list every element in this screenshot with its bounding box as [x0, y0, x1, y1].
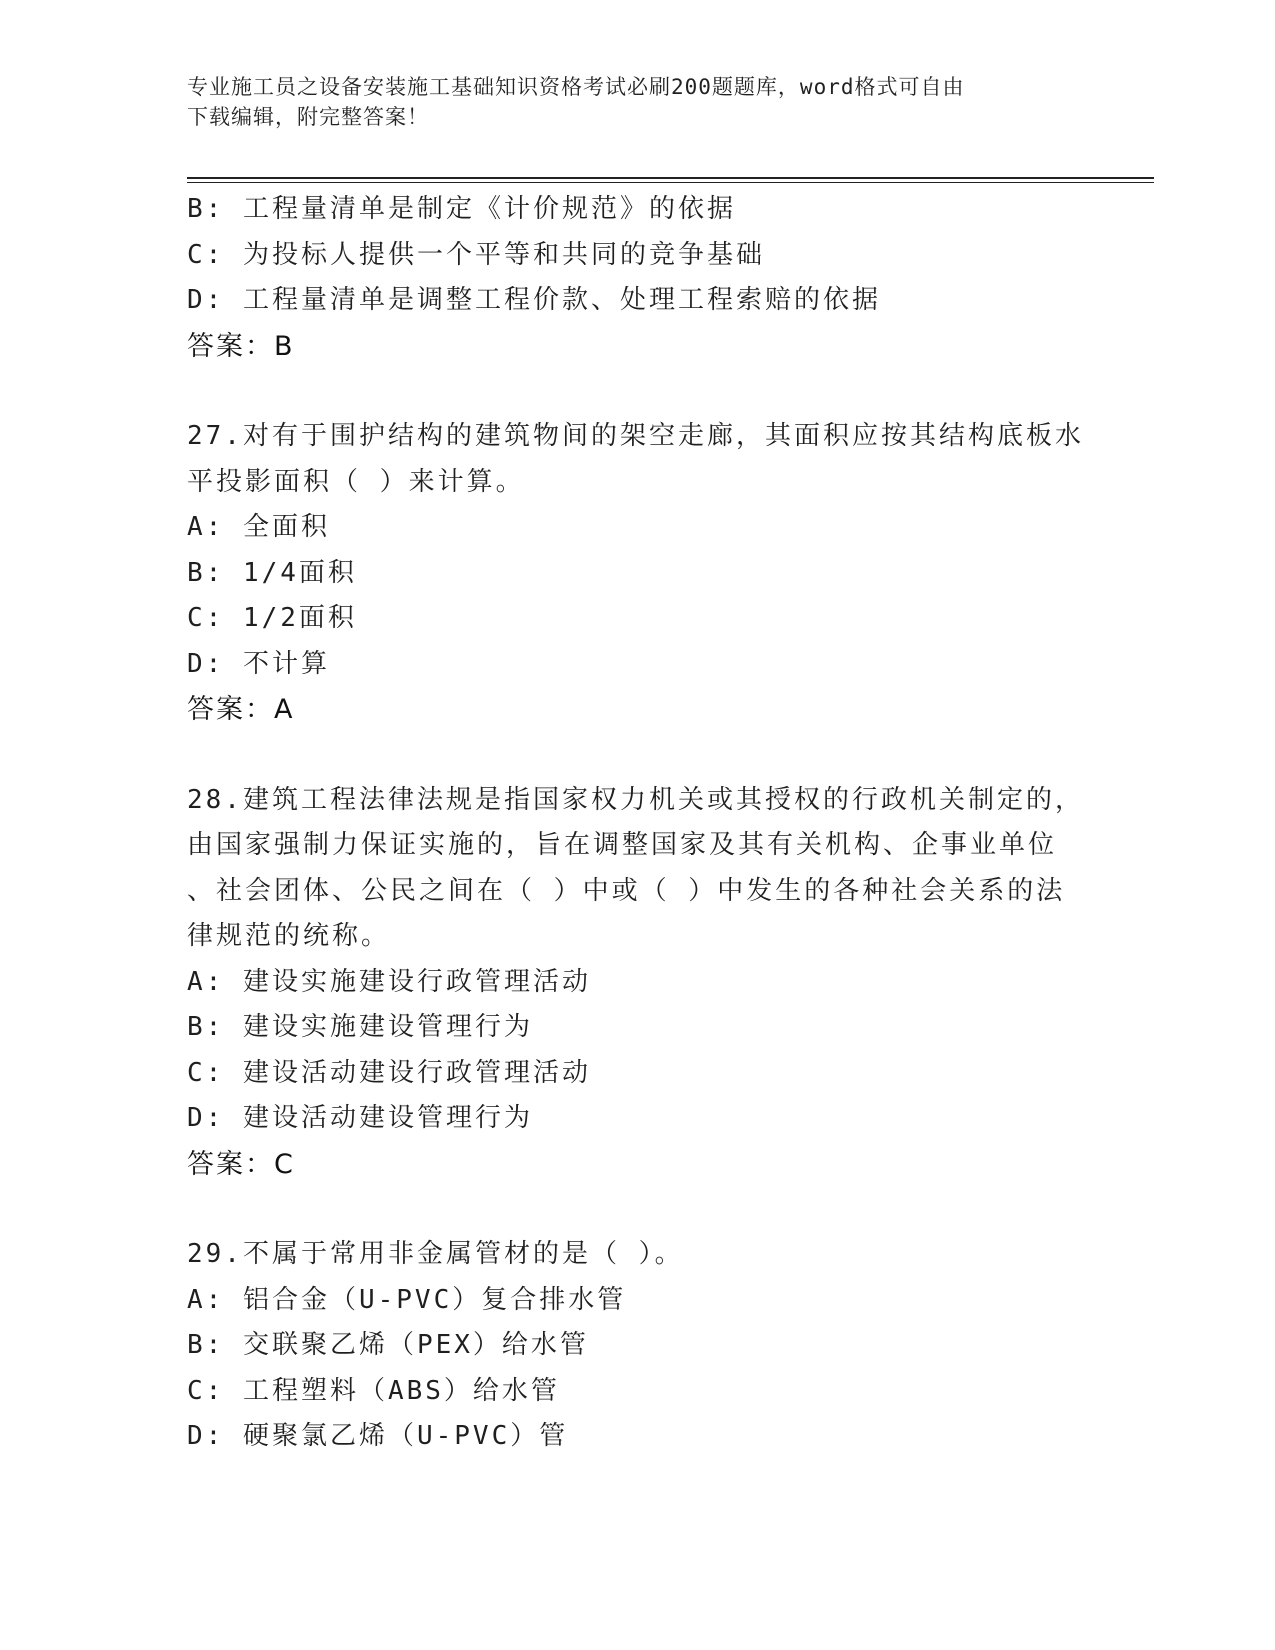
- spacer: [187, 733, 1087, 778]
- spacer: [187, 369, 1087, 414]
- question-stem: 27.对有于围护结构的建筑物间的架空走廊，其面积应按其结构底板水: [187, 421, 1084, 451]
- answer: 答案：C: [187, 1148, 295, 1180]
- option-d: D: 硬聚氯乙烯（U-PVC）管: [187, 1421, 569, 1451]
- question-28: [187, 778, 1087, 1188]
- question-stem: 28.建筑工程法律法规是指国家权力机关或其授权的行政机关制定的，: [187, 784, 1084, 815]
- option-d: D: 工程量清单是调整工程价款、处理工程索赔的依据: [187, 285, 881, 315]
- question-stem: 律规范的统称。: [187, 921, 391, 951]
- question-stem: 平投影面积（ ）来计算。: [187, 466, 525, 497]
- header-line-1: 专业施工员之设备安装施工基础知识资格考试必刷200题题库，word格式可自由: [187, 75, 965, 99]
- spacer: [187, 1187, 1087, 1232]
- option-c: C: 1/2面积: [187, 603, 357, 633]
- question-stem: 29.不属于常用非金属管材的是（ ）。: [187, 1239, 684, 1269]
- option-c: C: 工程塑料（ABS）给水管: [187, 1375, 560, 1406]
- answer: 答案：B: [187, 330, 295, 362]
- option-c: C: 建设活动建设行政管理活动: [187, 1057, 591, 1088]
- answer: 答案：A: [187, 694, 295, 725]
- header-divider-thick: [187, 177, 1154, 179]
- option-a: A: 全面积: [187, 512, 330, 542]
- document-header: [187, 72, 1087, 132]
- option-a: A: 铝合金（U-PVC）复合排水管: [187, 1284, 627, 1315]
- header-divider-thin: [187, 182, 1154, 183]
- question-27: [187, 414, 1087, 733]
- header-line-2: 下载编辑，附完整答案！: [187, 105, 429, 129]
- question-29: [187, 1232, 1087, 1460]
- option-b: B: 建设实施建设管理行为: [187, 1012, 533, 1042]
- option-c: C: 为投标人提供一个平等和共同的竞争基础: [187, 239, 765, 270]
- option-b: B: 工程量清单是制定《计价规范》的依据: [187, 194, 736, 224]
- option-d: D: 不计算: [187, 648, 330, 679]
- option-b: B: 1/4面积: [187, 557, 357, 588]
- question-stem: 由国家强制力保证实施的，旨在调整国家及其有关机构、企事业单位: [187, 830, 1058, 860]
- option-a: A: 建设实施建设行政管理活动: [187, 966, 591, 997]
- option-b: B: 交联聚乙烯（PEX）给水管: [187, 1330, 589, 1360]
- option-d: D: 建设活动建设管理行为: [187, 1103, 533, 1133]
- question-list: [187, 187, 1087, 1460]
- question-stem: 、社会团体、公民之间在（ ）中或（ ）中发生的各种社会关系的法: [187, 875, 1066, 906]
- question-26: [187, 187, 1087, 369]
